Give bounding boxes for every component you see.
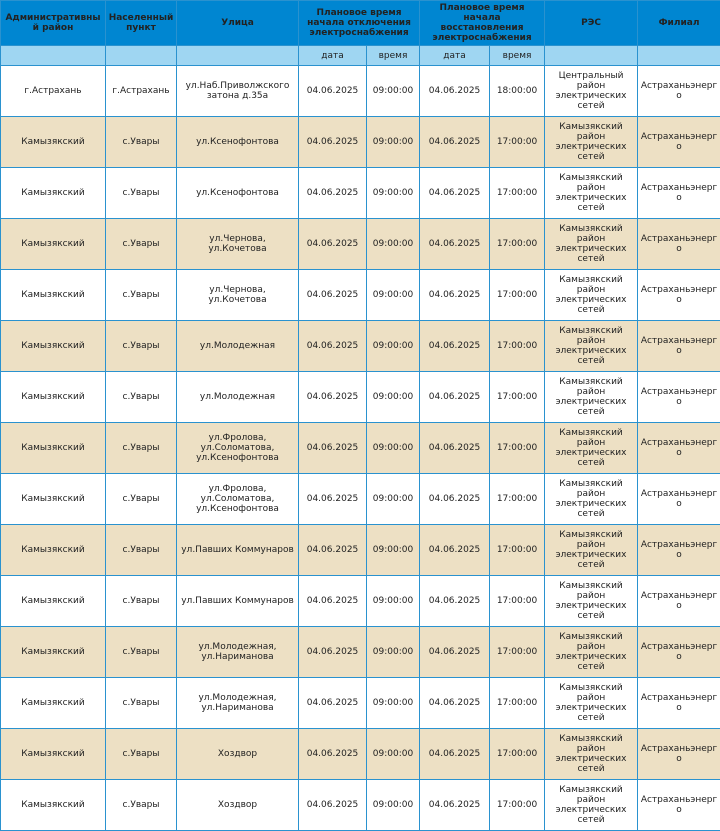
cell-settlement: с.Увары [106, 423, 177, 474]
cell-off-time: 09:00:00 [367, 423, 420, 474]
cell-on-date: 04.06.2025 [420, 525, 490, 576]
cell-branch: Астраханьэнерго [638, 678, 720, 729]
cell-district: Камызякский [1, 219, 106, 270]
cell-street: ул.Чернова, ул.Кочетова [177, 270, 299, 321]
cell-branch: Астраханьэнерго [638, 576, 720, 627]
table-row [1, 117, 720, 168]
table-body [1, 66, 720, 831]
cell-on-time: 17:00:00 [490, 525, 545, 576]
cell-street: ул.Фролова, ул.Соломатова, ул.Ксенофонтова [177, 474, 299, 525]
cell-settlement: с.Увары [106, 321, 177, 372]
cell-settlement: с.Увары [106, 474, 177, 525]
cell-on-date: 04.06.2025 [420, 780, 490, 831]
cell-district: Камызякский [1, 729, 106, 780]
cell-street: ул.Молодежная [177, 321, 299, 372]
cell-res: Камызякский район электрических сетей [545, 270, 638, 321]
cell-off-time: 09:00:00 [367, 474, 420, 525]
table-row [1, 372, 720, 423]
subheader-empty [545, 46, 638, 66]
cell-res: Камызякский район электрических сетей [545, 168, 638, 219]
cell-off-date: 04.06.2025 [299, 270, 367, 321]
subheader-off-date: дата [299, 46, 367, 66]
cell-settlement: с.Увары [106, 168, 177, 219]
table-row [1, 474, 720, 525]
cell-district: Камызякский [1, 780, 106, 831]
cell-off-date: 04.06.2025 [299, 117, 367, 168]
subheader-empty [638, 46, 720, 66]
cell-street: ул.Павших Коммунаров [177, 576, 299, 627]
cell-settlement: с.Увары [106, 270, 177, 321]
cell-on-date: 04.06.2025 [420, 474, 490, 525]
cell-on-date: 04.06.2025 [420, 321, 490, 372]
cell-district: Камызякский [1, 576, 106, 627]
cell-district: Камызякский [1, 117, 106, 168]
cell-branch: Астраханьэнерго [638, 423, 720, 474]
cell-branch: Астраханьэнерго [638, 117, 720, 168]
cell-on-date: 04.06.2025 [420, 66, 490, 117]
cell-settlement: с.Увары [106, 729, 177, 780]
cell-on-time: 18:00:00 [490, 66, 545, 117]
cell-on-date: 04.06.2025 [420, 576, 490, 627]
cell-district: Камызякский [1, 168, 106, 219]
subheader-empty [177, 46, 299, 66]
cell-street: ул.Молодежная [177, 372, 299, 423]
cell-res: Камызякский район электрических сетей [545, 372, 638, 423]
cell-street: ул.Ксенофонтова [177, 117, 299, 168]
cell-off-time: 09:00:00 [367, 372, 420, 423]
cell-settlement: с.Увары [106, 372, 177, 423]
cell-res: Камызякский район электрических сетей [545, 627, 638, 678]
cell-on-date: 04.06.2025 [420, 678, 490, 729]
cell-off-date: 04.06.2025 [299, 66, 367, 117]
cell-on-time: 17:00:00 [490, 576, 545, 627]
cell-district: Камызякский [1, 423, 106, 474]
table-row [1, 423, 720, 474]
cell-off-date: 04.06.2025 [299, 372, 367, 423]
cell-off-date: 04.06.2025 [299, 576, 367, 627]
header-row [1, 1, 720, 46]
cell-street: Хоздвор [177, 729, 299, 780]
header-res: РЭС [545, 1, 638, 46]
table-row [1, 576, 720, 627]
cell-settlement: с.Увары [106, 525, 177, 576]
cell-on-date: 04.06.2025 [420, 117, 490, 168]
cell-settlement: с.Увары [106, 576, 177, 627]
cell-district: Камызякский [1, 270, 106, 321]
table-row [1, 525, 720, 576]
cell-on-time: 17:00:00 [490, 423, 545, 474]
cell-res: Камызякский район электрических сетей [545, 117, 638, 168]
cell-off-date: 04.06.2025 [299, 780, 367, 831]
cell-off-time: 09:00:00 [367, 780, 420, 831]
cell-on-time: 17:00:00 [490, 321, 545, 372]
cell-street: ул.Чернова, ул.Кочетова [177, 219, 299, 270]
cell-on-date: 04.06.2025 [420, 729, 490, 780]
cell-off-time: 09:00:00 [367, 66, 420, 117]
cell-branch: Астраханьэнерго [638, 627, 720, 678]
cell-settlement: с.Увары [106, 678, 177, 729]
table-row [1, 66, 720, 117]
cell-settlement: с.Увары [106, 627, 177, 678]
cell-settlement: с.Увары [106, 780, 177, 831]
cell-on-time: 17:00:00 [490, 474, 545, 525]
cell-on-date: 04.06.2025 [420, 219, 490, 270]
cell-off-time: 09:00:00 [367, 321, 420, 372]
cell-res: Камызякский район электрических сетей [545, 321, 638, 372]
cell-res: Камызякский район электрических сетей [545, 474, 638, 525]
cell-district: Камызякский [1, 372, 106, 423]
table-row [1, 219, 720, 270]
cell-off-time: 09:00:00 [367, 219, 420, 270]
subheader-on-time: время [490, 46, 545, 66]
cell-res: Камызякский район электрических сетей [545, 780, 638, 831]
cell-on-date: 04.06.2025 [420, 423, 490, 474]
cell-on-time: 17:00:00 [490, 627, 545, 678]
cell-street: ул.Ксенофонтова [177, 168, 299, 219]
cell-district: Камызякский [1, 525, 106, 576]
header-off-time: Плановое время начала отключения электроснабжения [299, 1, 420, 46]
cell-off-date: 04.06.2025 [299, 321, 367, 372]
cell-off-date: 04.06.2025 [299, 525, 367, 576]
table-row [1, 168, 720, 219]
cell-off-date: 04.06.2025 [299, 474, 367, 525]
table-row [1, 321, 720, 372]
cell-branch: Астраханьэнерго [638, 270, 720, 321]
cell-off-time: 09:00:00 [367, 168, 420, 219]
cell-res: Камызякский район электрических сетей [545, 525, 638, 576]
cell-off-time: 09:00:00 [367, 576, 420, 627]
cell-branch: Астраханьэнерго [638, 66, 720, 117]
cell-branch: Астраханьэнерго [638, 780, 720, 831]
cell-street: ул.Фролова, ул.Соломатова, ул.Ксенофонтова [177, 423, 299, 474]
cell-off-time: 09:00:00 [367, 270, 420, 321]
cell-res: Центральный район электрических сетей [545, 66, 638, 117]
cell-off-time: 09:00:00 [367, 117, 420, 168]
cell-on-time: 17:00:00 [490, 780, 545, 831]
cell-branch: Астраханьэнерго [638, 372, 720, 423]
cell-off-date: 04.06.2025 [299, 219, 367, 270]
table-row [1, 729, 720, 780]
header-street: Улица [177, 1, 299, 46]
cell-branch: Астраханьэнерго [638, 525, 720, 576]
cell-district: Камызякский [1, 321, 106, 372]
cell-settlement: г.Астрахань [106, 66, 177, 117]
cell-on-time: 17:00:00 [490, 270, 545, 321]
header-branch: Филиал [638, 1, 720, 46]
subheader-off-time: время [367, 46, 420, 66]
cell-on-date: 04.06.2025 [420, 270, 490, 321]
cell-district: Камызякский [1, 474, 106, 525]
cell-branch: Астраханьэнерго [638, 219, 720, 270]
cell-district: г.Астрахань [1, 66, 106, 117]
subheader-empty [1, 46, 106, 66]
header-district: Административный район [1, 1, 106, 46]
cell-off-date: 04.06.2025 [299, 168, 367, 219]
cell-street: ул.Молодежная, ул.Нариманова [177, 678, 299, 729]
cell-district: Камызякский [1, 627, 106, 678]
cell-off-date: 04.06.2025 [299, 729, 367, 780]
cell-res: Камызякский район электрических сетей [545, 729, 638, 780]
cell-on-date: 04.06.2025 [420, 168, 490, 219]
table-row [1, 270, 720, 321]
table-row [1, 678, 720, 729]
header-settlement: Населенный пункт [106, 1, 177, 46]
cell-off-time: 09:00:00 [367, 729, 420, 780]
subheader-empty [106, 46, 177, 66]
cell-on-time: 17:00:00 [490, 678, 545, 729]
cell-off-time: 09:00:00 [367, 678, 420, 729]
cell-branch: Астраханьэнерго [638, 474, 720, 525]
cell-on-time: 17:00:00 [490, 372, 545, 423]
cell-branch: Астраханьэнерго [638, 168, 720, 219]
cell-off-date: 04.06.2025 [299, 627, 367, 678]
cell-on-time: 17:00:00 [490, 168, 545, 219]
subheader-on-date: дата [420, 46, 490, 66]
cell-street: ул.Павших Коммунаров [177, 525, 299, 576]
cell-street: ул.Наб.Приволжского затона д.35а [177, 66, 299, 117]
cell-res: Камызякский район электрических сетей [545, 576, 638, 627]
cell-street: Хоздвор [177, 780, 299, 831]
cell-res: Камызякский район электрических сетей [545, 678, 638, 729]
cell-branch: Астраханьэнерго [638, 321, 720, 372]
cell-settlement: с.Увары [106, 117, 177, 168]
cell-on-time: 17:00:00 [490, 219, 545, 270]
cell-on-time: 17:00:00 [490, 729, 545, 780]
cell-on-time: 17:00:00 [490, 117, 545, 168]
cell-branch: Астраханьэнерго [638, 729, 720, 780]
cell-res: Камызякский район электрических сетей [545, 219, 638, 270]
cell-off-date: 04.06.2025 [299, 423, 367, 474]
cell-off-time: 09:00:00 [367, 627, 420, 678]
cell-settlement: с.Увары [106, 219, 177, 270]
cell-on-date: 04.06.2025 [420, 372, 490, 423]
cell-off-time: 09:00:00 [367, 525, 420, 576]
cell-district: Камызякский [1, 678, 106, 729]
header-on-time: Плановое время начала восстановления электроснабжения [420, 1, 545, 46]
cell-res: Камызякский район электрических сетей [545, 423, 638, 474]
cell-on-date: 04.06.2025 [420, 627, 490, 678]
cell-street: ул.Молодежная, ул.Нариманова [177, 627, 299, 678]
table-row [1, 627, 720, 678]
subheader-row [1, 46, 720, 66]
cell-off-date: 04.06.2025 [299, 678, 367, 729]
